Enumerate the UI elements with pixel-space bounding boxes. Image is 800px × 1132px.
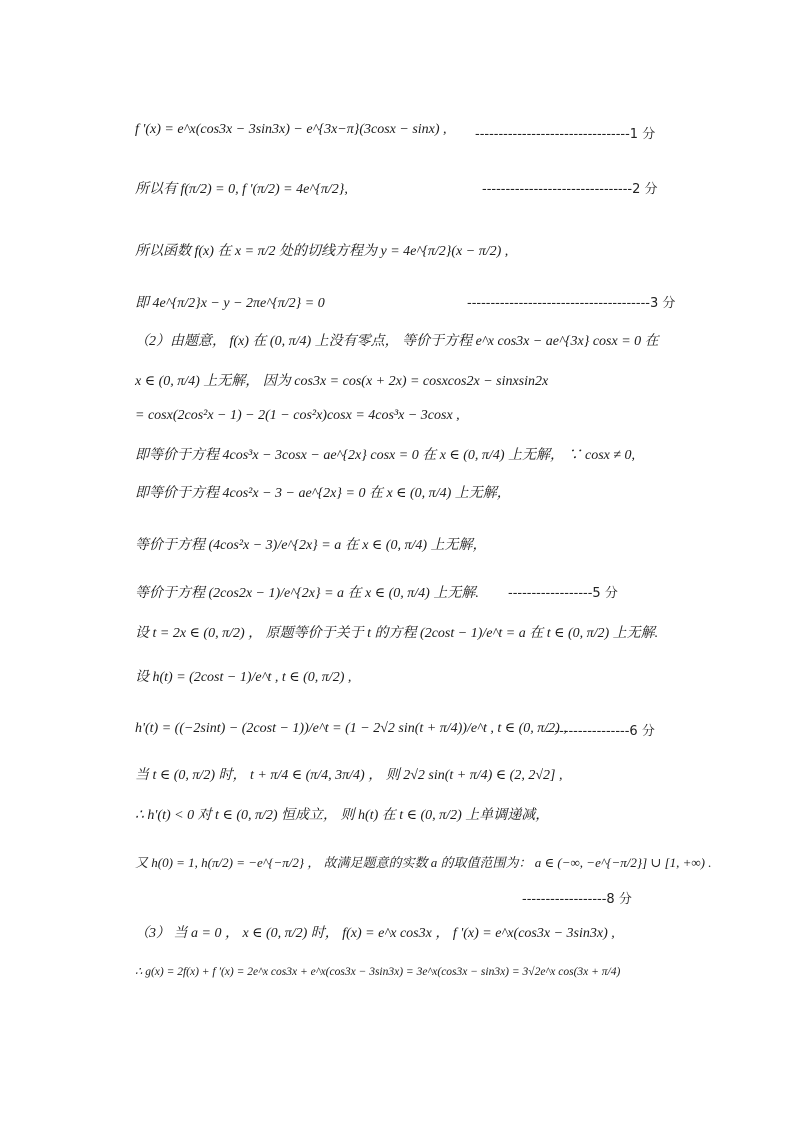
score-mark: ---------------------------------1 分 — [475, 127, 656, 142]
solution-line — [0, 436, 800, 476]
solution-line — [0, 318, 800, 358]
solution-line — [0, 398, 800, 438]
solution-line — [0, 528, 800, 568]
line-math: 设 t = 2x ∈ (0, π/2) ， 原题等价于关于 t 的方程 (2cost − 1)/e^t = a 在 t ∈ (0, π/2) 上无解. — [135, 626, 659, 641]
line-math: 等价于方程 (2cos2x − 1)/e^{2x} = a 在 x ∈ (0, π/4) 上无解. — [135, 586, 479, 601]
line-math: 即 4e^{π/2}x − y − 2πe^{π/2} = 0 — [135, 296, 325, 311]
solution-line — [0, 576, 800, 616]
line-math: ∴ h'(t) < 0 对 t ∈ (0, π/2) 恒成立， 则 h(t) 在 t ∈ (0, π/2) 上单调递减， — [135, 808, 550, 823]
solution-line — [0, 960, 800, 1000]
score-mark: ---------------------------------------3 分 — [467, 296, 676, 311]
solution-line — [0, 616, 800, 656]
solution-line — [0, 798, 800, 838]
solution-line — [0, 118, 800, 158]
line-math: 又 h(0) = 1, h(π/2) = −e^{−π/2} ， 故满足题意的实数 a 的取值范围为： a ∈ (−∞, −e^{−π/2}] ∪ [1, +∞) . — [135, 855, 712, 870]
solution-line — [0, 758, 800, 798]
line-math: = cosx(2cos²x − 1) − 2(1 − cos²x)cosx = 4cos³x − 3cosx , — [135, 408, 460, 423]
line-math: 即等价于方程 4cos²x − 3 − ae^{2x} = 0 在 x ∈ (0, π/4) 上无解， — [135, 486, 511, 501]
solution-line — [0, 280, 800, 320]
line-math: （2）由题意， f(x) 在 (0, π/4) 上没有零点， 等价于方程 e^x cos3x − ae^{3x} cosx = 0 在 — [135, 334, 659, 349]
score-mark: ------------------8 分 — [522, 892, 632, 907]
solution-line — [0, 660, 800, 700]
line-math: 所以有 f(π/2) = 0, f '(π/2) = 4e^{π/2}, — [135, 182, 348, 197]
line-math: （3） 当 a = 0 ， x ∈ (0, π/2) 时， f(x) = e^x cos3x ， f '(x) = e^x(cos3x − 3sin3x) , — [135, 926, 615, 941]
solution-line — [0, 846, 800, 886]
solution-line — [0, 474, 800, 514]
score-mark: ------------------6 分 — [545, 724, 655, 739]
line-math: 设 h(t) = (2cost − 1)/e^t , t ∈ (0, π/2) , — [135, 670, 352, 685]
line-math: 即等价于方程 4cos³x − 3cosx − ae^{2x} cosx = 0 在 x ∈ (0, π/4) 上无解， ∵ cosx ≠ 0, — [135, 448, 636, 463]
solution-line — [0, 166, 800, 206]
line-math: 所以函数 f(x) 在 x = π/2 处的切线方程为 y = 4e^{π/2}(x − π/2) , — [135, 244, 509, 259]
line-math: x ∈ (0, π/4) 上无解， 因为 cos3x = cos(x + 2x) = cosxcos2x − sinxsin2x — [135, 374, 549, 389]
solution-line — [0, 712, 800, 752]
line-math: ∴ g(x) = 2f(x) + f '(x) = 2e^x cos3x + e^x(cos3x − 3sin3x) = 3e^x(cos3x − sin3x) = 3√2e^x cos(3x + π/4) — [135, 966, 621, 978]
score-mark: --------------------------------2 分 — [482, 182, 658, 197]
score-mark: ------------------5 分 — [508, 586, 618, 601]
solution-line — [0, 916, 800, 956]
line-math: 等价于方程 (4cos²x − 3)/e^{2x} = a 在 x ∈ (0, π/4) 上无解， — [135, 538, 487, 553]
solution-line — [0, 360, 800, 400]
solution-line — [0, 228, 800, 268]
line-math: 当 t ∈ (0, π/2) 时， t + π/4 ∈ (π/4, 3π/4) ， 则 2√2 sin(t + π/4) ∈ (2, 2√2] , — [135, 768, 563, 783]
line-math: h'(t) = ((−2sint) − (2cost − 1))/e^t = (1 − 2√2 sin(t + π/4))/e^t , t ∈ (0, π/2) , — [135, 721, 567, 736]
line-math: f '(x) = e^x(cos3x − 3sin3x) − e^{3x−π}(3cosx − sinx) , — [135, 122, 447, 137]
